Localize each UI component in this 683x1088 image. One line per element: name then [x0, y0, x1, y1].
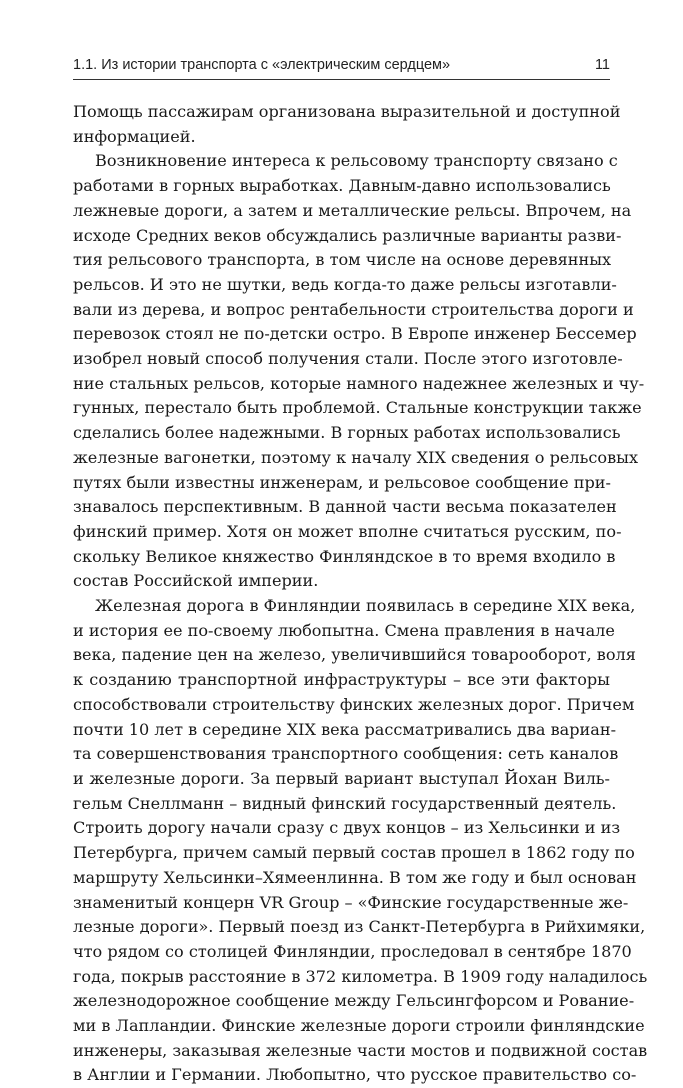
text-line: Железная дорога в Финляндии появилась в середине XIX века,	[95, 596, 636, 616]
text-line: скольку Великое княжество Финляндское в то время входило в	[73, 546, 616, 566]
text-line: маршруту Хельсинки–Хямеенлинна. В том же году и был основан	[73, 867, 637, 887]
text-line: та совершенствования транспортного сообщения: сеть каналов	[73, 744, 619, 764]
text-line: года, покрыв расстояние в 372 километра. В 1909 году наладилось	[73, 966, 648, 986]
text-line: железные вагонетки, поэтому к началу XIX сведения о рельсовых	[73, 447, 639, 467]
text-line: гельм Снеллманн – видный финский государственный деятель.	[73, 793, 617, 813]
body-text	[73, 100, 648, 1088]
running-head	[73, 57, 610, 73]
text-line: в Англии и Германии. Любопытно, что русское правительство со-	[73, 1065, 637, 1085]
text-line: вали из дерева, и вопрос рентабельности строительства дороги и	[73, 299, 634, 319]
text-line: к созданию транспортной инфраструктуры – все эти факторы	[73, 670, 610, 690]
text-line: железнодорожное сообщение между Гельсингфорсом и Рование-	[73, 991, 635, 1011]
text-line: Строить дорогу начали сразу с двух концов – из Хельсинки и из	[73, 818, 621, 838]
text-line: рельсов. И это не шутки, ведь когда-то даже рельсы изготавли-	[73, 274, 617, 294]
text-line: сделались более надежными. В горных работах использовались	[73, 423, 621, 443]
text-line: Возникновение интереса к рельсовому транспорту связано с	[95, 151, 618, 171]
text-line: и железные дороги. За первый вариант выступал Йохан Виль-	[73, 768, 610, 788]
text-line: и история ее по-своему любопытна. Смена правления в начале	[73, 620, 615, 640]
text-line: ние стальных рельсов, которые намного надежнее железных и чу-	[73, 373, 645, 393]
text-line: Петербурга, причем самый первый состав прошел в 1862 году по	[73, 843, 635, 863]
section-title: 1.1. Из истории транспорта с «электрическим сердцем»	[73, 57, 451, 73]
text-line: знаменитый концерн VR Group – «Финские государственные же-	[73, 892, 629, 912]
text-line: инженеры, заказывая железные части мостов и подвижной состав	[73, 1040, 648, 1060]
text-line: лезные дороги». Первый поезд из Санкт-Петербурга в Рийхимяки,	[73, 917, 646, 937]
text-line: почти 10 лет в середине XIX века рассматривались два вариан-	[73, 719, 617, 739]
text-line: состав Российской империи.	[73, 571, 319, 591]
text-line: лежневые дороги, а затем и металлические рельсы. Впрочем, на	[73, 200, 632, 220]
text-line: исходе Средних веков обсуждались различные варианты разви-	[73, 225, 622, 245]
text-line: ми в Лапландии. Финские железные дороги строили финляндские	[73, 1016, 645, 1036]
text-line: финский пример. Хотя он может вполне считаться русским, по-	[73, 521, 622, 541]
text-line: гунных, перестало быть проблемой. Стальные конструкции также	[73, 398, 642, 418]
text-line: информацией.	[73, 126, 196, 146]
text-line: знавалось перспективным. В данной части весьма показателен	[73, 497, 617, 517]
text-line: тия рельсового транспорта, в том числе на основе деревянных	[73, 250, 612, 270]
text-line: века, падение цен на железо, увеличившийся товарооборот, воля	[73, 645, 636, 665]
text-line: перевозок стоял не по-детски остро. В Европе инженер Бессемер	[73, 324, 637, 344]
text-line: Помощь пассажирам организована выразительной и доступной	[73, 102, 621, 121]
text-line: работами в горных выработках. Давным-давно использовались	[73, 176, 611, 196]
text-line: путях были известны инженерам, и рельсовое сообщение при-	[73, 472, 611, 492]
header-rule	[73, 79, 610, 80]
page-number: 11	[594, 57, 610, 73]
text-line: что рядом со столицей Финляндии, проследовал в сентябре 1870	[73, 941, 632, 961]
text-line: изобрел новый способ получения стали. После этого изготовле-	[73, 349, 623, 369]
text-line: способствовали строительству финских железных дорог. Причем	[73, 694, 635, 714]
